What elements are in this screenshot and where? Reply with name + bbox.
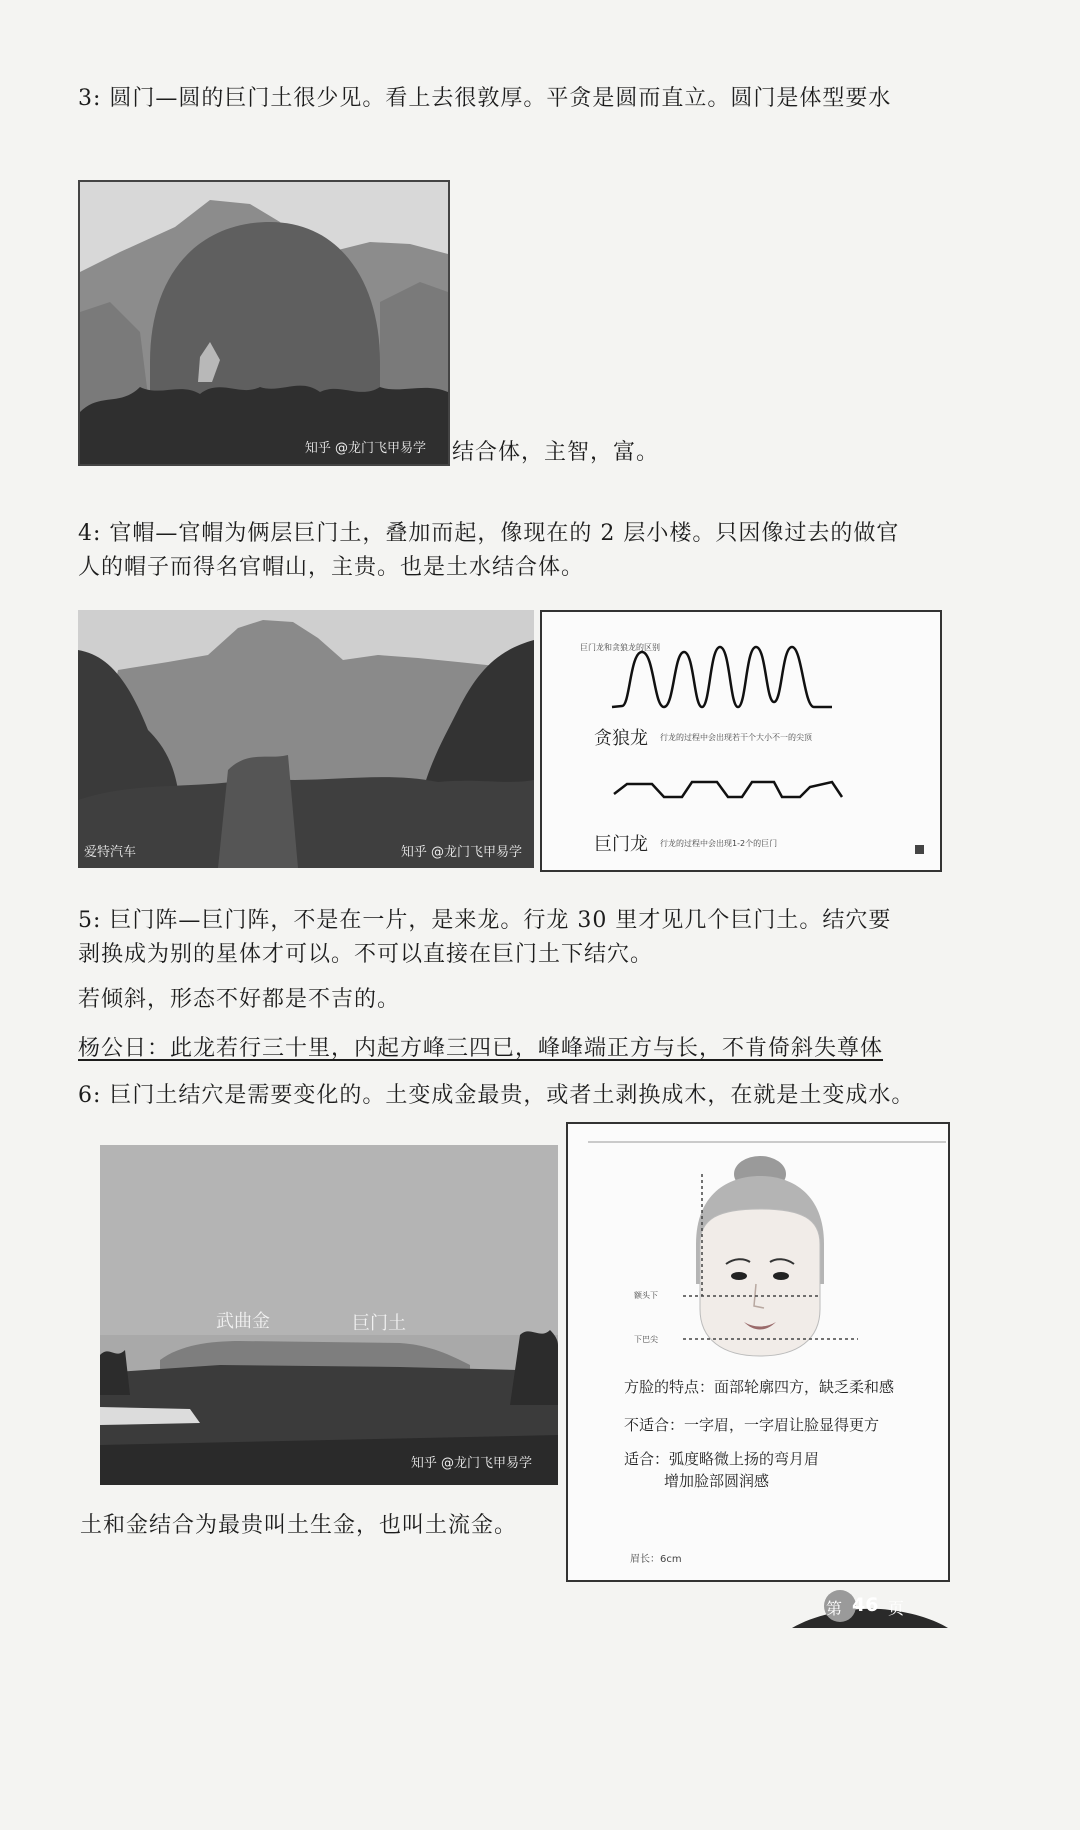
face-description-line-4: 增加脸部圆润感 bbox=[664, 1472, 770, 1490]
dragon-comparison-diagram bbox=[540, 610, 942, 872]
page-number-badge bbox=[790, 1584, 950, 1634]
page-number: 46 bbox=[852, 1594, 879, 1616]
round-mountain-photo bbox=[78, 180, 450, 466]
section-6-line-2: 土和金结合为最贵叫土生金，也叫土流金。 bbox=[80, 1513, 518, 1538]
section-4-line-1: 4: 官帽—官帽为俩层巨门土，叠加而起，像现在的 2 层小楼。只因像过去的做官 bbox=[78, 521, 900, 546]
face-description-line-2: 不适合：一字眉，一字眉让脸显得更方 bbox=[624, 1416, 880, 1434]
section-3-line-1: 3: 圆门—圆的巨门土很少见。看上去很敦厚。平贪是圆而直立。圆门是体型要水 bbox=[78, 86, 892, 111]
corner-mark-icon bbox=[915, 845, 924, 854]
yang-gong-quote: 杨公日：此龙若行三十里，内起方峰三四已，峰峰端正方与长，不肯倚斜失尊体 bbox=[78, 1036, 884, 1061]
wuqu-label: 武曲金 bbox=[216, 1311, 270, 1332]
jumen-title: 巨门龙 bbox=[594, 834, 648, 855]
jumen-note: 行龙的过程中会出现1-2个的巨门 bbox=[660, 839, 778, 848]
face-description-line-3: 适合：弧度略微上扬的弯月眉 bbox=[624, 1450, 820, 1468]
photo-watermark: 知乎 @龙门飞甲易学 bbox=[304, 441, 426, 456]
section-5-line-2: 剥换成为别的星体才可以。不可以直接在巨门土下结穴。 bbox=[78, 942, 654, 967]
jumen-label: 巨门土 bbox=[352, 1313, 406, 1334]
face-description-line-1: 方脸的特点：面部轮廓四方，缺乏柔和感 bbox=[624, 1378, 895, 1396]
diagram-header: 巨门龙和贪狼龙的区别 bbox=[580, 643, 660, 652]
face-panel-footer: 眉长：6cm bbox=[630, 1554, 682, 1565]
section-5-line-3: 若倾斜，形态不好都是不吉的。 bbox=[78, 987, 401, 1012]
photo-watermark: 知乎 @龙门飞甲易学 bbox=[410, 1456, 532, 1471]
face-shape-panel bbox=[566, 1122, 950, 1582]
jumen-wave bbox=[614, 782, 842, 797]
round-mountain-image bbox=[80, 182, 448, 464]
official-hat-mountain-photo bbox=[78, 610, 534, 868]
photo-corner-logo: 爱特汽车 bbox=[84, 845, 137, 860]
section-3-line-2: 结合体，主智，富。 bbox=[452, 440, 660, 465]
tanlang-wave bbox=[612, 647, 832, 707]
section-6-line-1: 6: 巨门土结穴是需要变化的。土变成金最贵，或者土剥换成木，在就是土变成水。 bbox=[78, 1083, 915, 1108]
official-hat-mountain-image bbox=[78, 610, 534, 868]
face-label-upper: 额头下 bbox=[634, 1291, 658, 1300]
section-5-line-1: 5: 巨门阵—巨门阵，不是在一片，是来龙。行龙 30 里才见几个巨门土。结穴要 bbox=[78, 908, 892, 933]
photo-watermark: 知乎 @龙门飞甲易学 bbox=[400, 845, 522, 860]
square-face-illustration bbox=[568, 1124, 948, 1580]
wuqu-jumen-image bbox=[100, 1145, 558, 1485]
tanlang-title: 贪狼龙 bbox=[594, 728, 648, 749]
page-prefix: 第 bbox=[826, 1599, 843, 1618]
tanlang-note: 行龙的过程中会出现若干个大小不一的尖顶 bbox=[660, 733, 812, 742]
wuqu-jumen-photo bbox=[100, 1145, 558, 1485]
page-suffix: 页 bbox=[888, 1599, 905, 1618]
face-label-lower: 下巴尖 bbox=[634, 1335, 658, 1344]
section-4-line-2: 人的帽子而得名官帽山，主贵。也是土水结合体。 bbox=[78, 555, 585, 580]
